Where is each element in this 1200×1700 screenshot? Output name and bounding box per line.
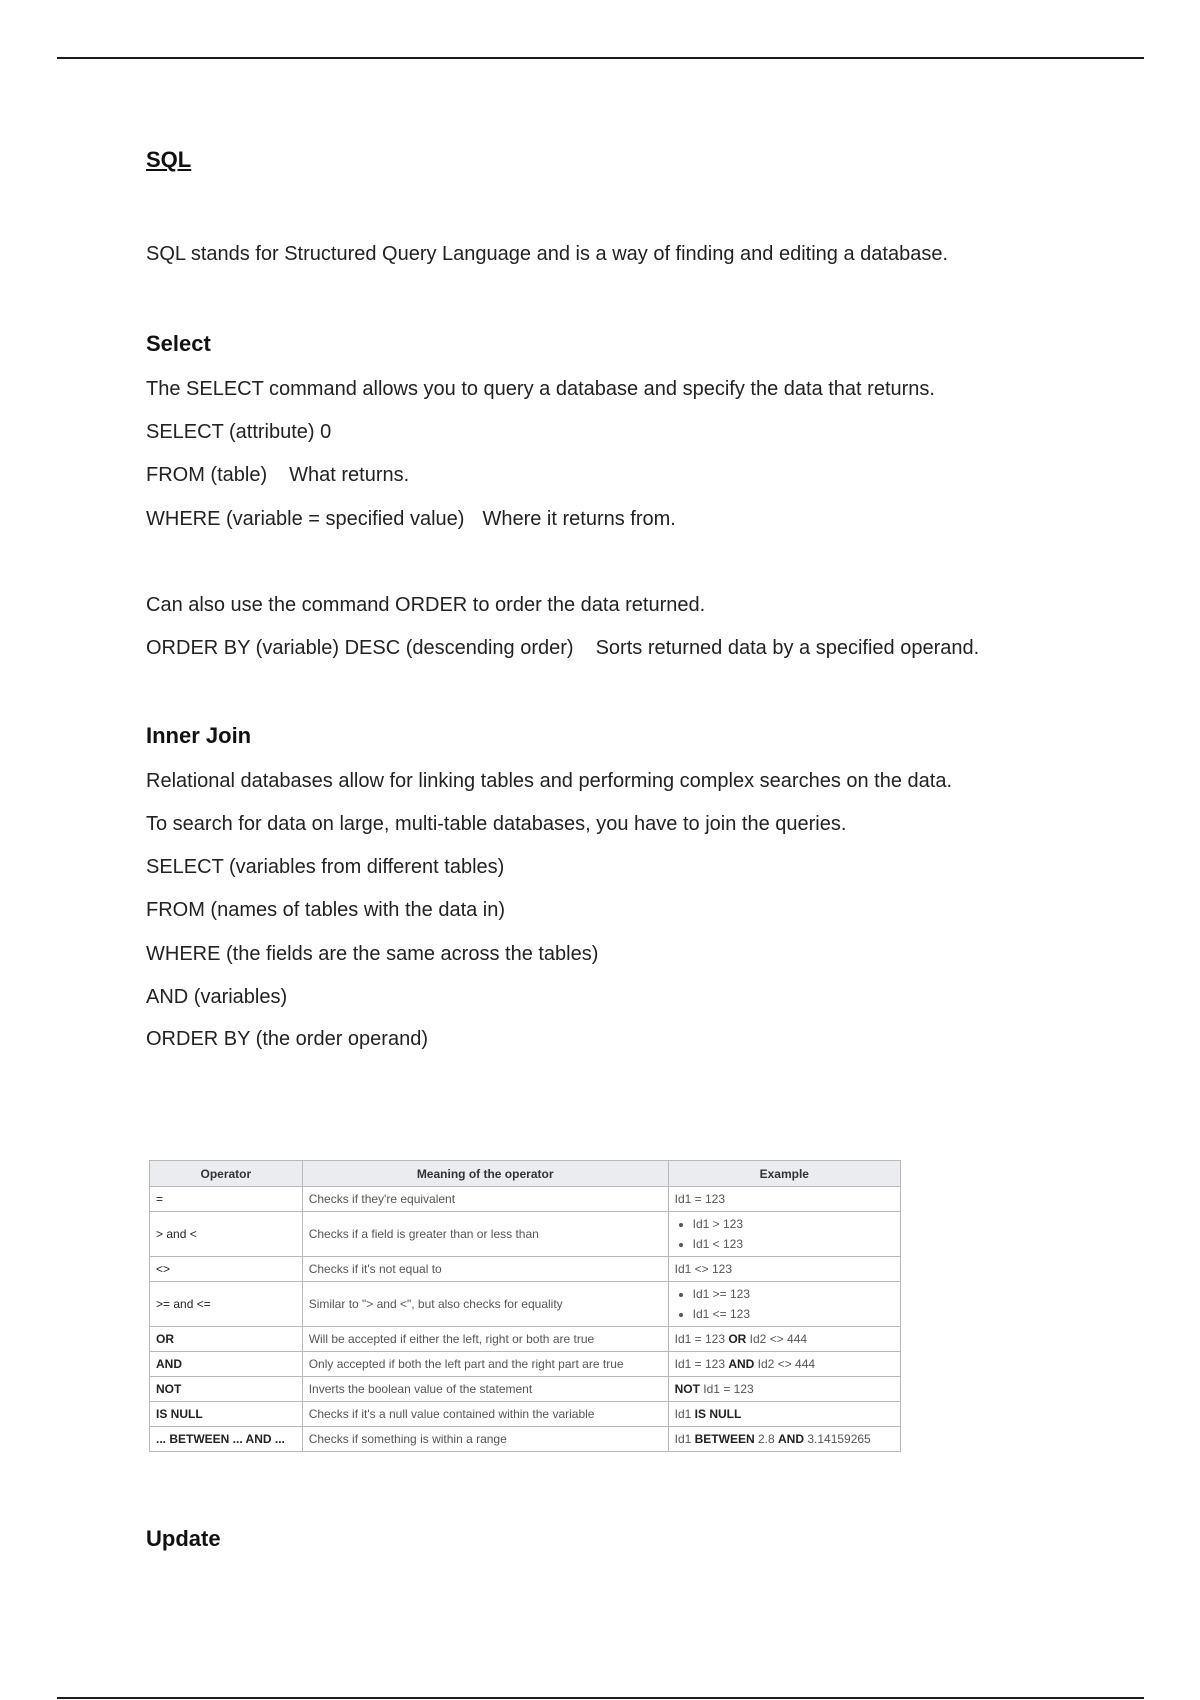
example-cell: Id1 = 123 AND Id2 <> 444 — [668, 1352, 900, 1377]
example-cell: Id1 <> 123 — [668, 1257, 900, 1282]
meaning-cell: Checks if they're equivalent — [302, 1187, 668, 1212]
example-cell — [668, 1282, 900, 1327]
inner-join-line-3: SELECT (variables from different tables) — [146, 856, 505, 878]
meaning-cell: Similar to "> and <", but also checks for equality — [302, 1282, 668, 1327]
operator-cell: OR — [150, 1327, 303, 1352]
operator-cell: <> — [150, 1257, 303, 1282]
table-row — [150, 1282, 901, 1327]
meaning-cell: Will be accepted if either the left, right or both are true — [302, 1327, 668, 1352]
intro-paragraph: SQL stands for Structured Query Language and is a way of finding and editing a database. — [146, 243, 949, 265]
example-item: • Id1 > 123 — [693, 1214, 894, 1234]
table-row — [150, 1352, 901, 1377]
example-list — [675, 1284, 894, 1324]
meaning-cell: Checks if a field is greater than or less than — [302, 1212, 668, 1257]
meaning-cell: Inverts the boolean value of the statement — [302, 1377, 668, 1402]
select-line-4 — [146, 507, 676, 531]
table-row — [150, 1257, 901, 1282]
select-line-6-code: ORDER BY (variable) DESC (descending order) — [146, 637, 574, 659]
example-item: • Id1 <= 123 — [693, 1304, 894, 1324]
operator-cell: = — [150, 1187, 303, 1212]
inner-join-line-6: AND (variables) — [146, 986, 288, 1008]
example-cell: Id1 BETWEEN 2.8 AND 3.14159265 — [668, 1427, 900, 1452]
meaning-cell: Checks if it's a null value contained within the variable — [302, 1402, 668, 1427]
table-row — [150, 1377, 901, 1402]
table-row — [150, 1427, 901, 1452]
meaning-cell: Only accepted if both the left part and the right part are true — [302, 1352, 668, 1377]
example-list — [675, 1214, 894, 1254]
inner-join-line-5: WHERE (the fields are the same across the tables) — [146, 943, 599, 965]
page-bottom-rule — [57, 1697, 1144, 1699]
example-cell — [668, 1212, 900, 1257]
operator-table — [149, 1160, 901, 1452]
header-operator: Operator — [150, 1161, 303, 1187]
example-item: • Id1 < 123 — [693, 1234, 894, 1254]
example-cell: NOT Id1 = 123 — [668, 1377, 900, 1402]
operator-cell: > and < — [150, 1212, 303, 1257]
table-row — [150, 1327, 901, 1352]
select-heading: Select — [146, 331, 211, 356]
inner-join-line-7: ORDER BY (the order operand) — [146, 1028, 428, 1050]
update-heading: Update — [146, 1526, 221, 1551]
table-header-row — [150, 1161, 901, 1187]
inner-join-line-1: Relational databases allow for linking tables and performing complex searches on the data. — [146, 770, 953, 792]
table-row — [150, 1212, 901, 1257]
inner-join-heading: Inner Join — [146, 723, 252, 748]
example-cell: Id1 = 123 — [668, 1187, 900, 1212]
select-line-2: SELECT (attribute) 0 — [146, 421, 332, 443]
select-line-6 — [146, 636, 979, 660]
example-cell: Id1 IS NULL — [668, 1402, 900, 1427]
page-top-rule — [57, 57, 1144, 59]
inner-join-line-4: FROM (names of tables with the data in) — [146, 899, 506, 921]
select-line-3 — [146, 463, 409, 487]
operator-cell: ... BETWEEN ... AND ... — [150, 1427, 303, 1452]
select-line-1: The SELECT command allows you to query a database and specify the data that returns. — [146, 378, 935, 400]
table-row — [150, 1402, 901, 1427]
header-meaning: Meaning of the operator — [302, 1161, 668, 1187]
table-row — [150, 1187, 901, 1212]
operator-cell: AND — [150, 1352, 303, 1377]
select-line-3-code: FROM (table) — [146, 464, 268, 486]
select-line-5: Can also use the command ORDER to order the data returned. — [146, 594, 706, 616]
operator-cell: >= and <= — [150, 1282, 303, 1327]
meaning-cell: Checks if it's not equal to — [302, 1257, 668, 1282]
select-line-4-note: Where it returns from. — [482, 508, 676, 530]
operator-cell: NOT — [150, 1377, 303, 1402]
example-item: • Id1 >= 123 — [693, 1284, 894, 1304]
select-line-6-note: Sorts returned data by a specified operand. — [595, 637, 980, 659]
select-line-4-code: WHERE (variable = specified value) — [146, 508, 465, 530]
meaning-cell: Checks if something is within a range — [302, 1427, 668, 1452]
inner-join-line-2: To search for data on large, multi-table databases, you have to join the queries. — [146, 813, 847, 835]
operator-cell: IS NULL — [150, 1402, 303, 1427]
page-title: SQL — [146, 147, 192, 172]
header-example: Example — [668, 1161, 900, 1187]
example-cell: Id1 = 123 OR Id2 <> 444 — [668, 1327, 900, 1352]
select-line-3-note: What returns. — [289, 464, 410, 486]
